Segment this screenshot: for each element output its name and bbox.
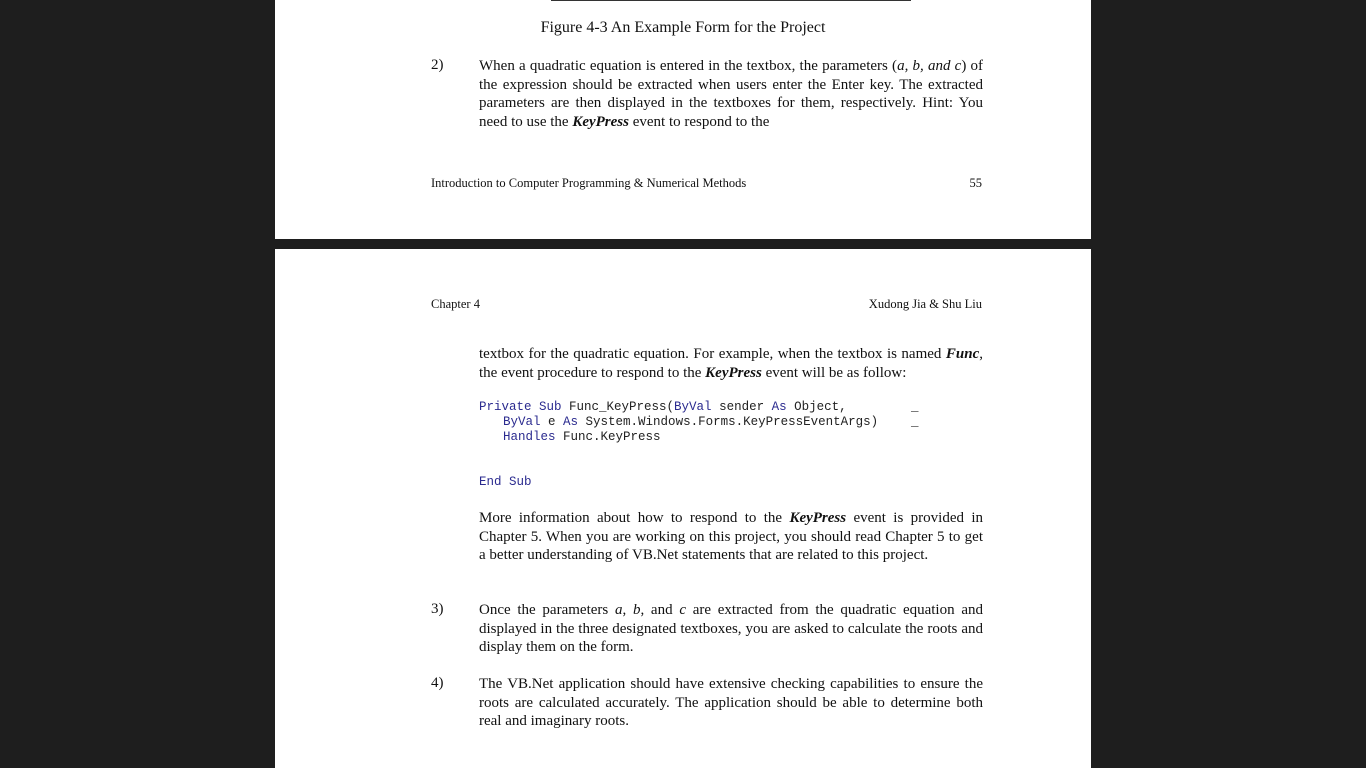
code-line-1: Private Sub Func_KeyPress(ByVal sender As Object, <box>479 400 847 414</box>
code-continuation-2: _ <box>911 415 919 429</box>
code-line-2: ByVal e As System.Windows.Forms.KeyPressEventArgs) <box>503 415 879 429</box>
list-item-number: 2) <box>431 57 444 73</box>
figure-bottom-rule <box>551 0 911 1</box>
list-item-2-text: When a quadratic equation is entered in the textbox, the parameters (a, b, and c) of the expression should be extracted when users enter the Enter key. The extracted parameters are then displayed in the textboxes for them, respectively. Hint: You need to use the KeyPress event to respond to the <box>479 58 983 130</box>
footer-page-number: 55 <box>969 176 982 190</box>
list-item-3-text: Once the parameters a, b, and c are extracted from the quadratic equation and displayed in the three designated textboxes, you are asked to calculate the roots and display them on the form. <box>479 602 983 655</box>
figure-caption: Figure 4-3 An Example Form for the Project <box>540 19 826 36</box>
document-page-56 <box>275 249 1091 768</box>
code-line-3: Handles Func.KeyPress <box>503 430 661 444</box>
paragraph-more-info: More information about how to respond to the KeyPress event is provided in Chapter 5. When you are working on this project, you should read Chapter 5 to get a better understanding of VB.Net statements that are related to this project. <box>479 510 983 563</box>
list-item-4-text: The VB.Net application should have extensive checking capabilities to ensure the roots are calculated accurately. The application should be able to determine both real and imaginary roots. <box>479 676 983 729</box>
header-authors: Xudong Jia & Shu Liu <box>868 297 982 311</box>
footer-title: Introduction to Computer Programming & Numerical Methods <box>431 176 747 190</box>
code-end-sub: End Sub <box>479 475 532 489</box>
document-page-55 <box>275 0 1091 239</box>
paragraph-keypress-intro: textbox for the quadratic equation. For example, when the textbox is named Func, the event procedure to respond to the KeyPress event will be as follow: <box>479 346 983 381</box>
header-chapter: Chapter 4 <box>431 297 480 311</box>
code-continuation-1: _ <box>911 400 919 414</box>
list-item-number: 3) <box>431 601 444 617</box>
list-item-number: 4) <box>431 675 444 691</box>
